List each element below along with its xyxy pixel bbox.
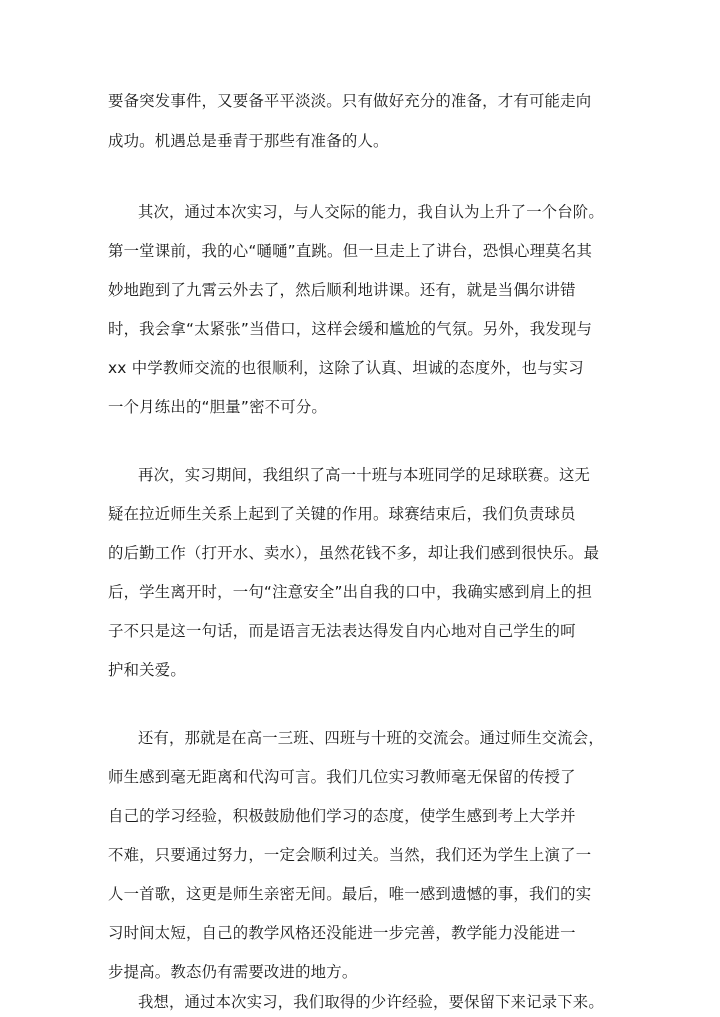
- line-text: 我想，通过本次实习，我们取得的少许经验，要保留下来记录下来。: [138, 993, 604, 1011]
- line-text: 步提高。教态仍有需要改进的地方。: [108, 963, 358, 981]
- line-text: 护和关爱。: [108, 661, 186, 679]
- line-text: 妙地跑到了九霄云外去了，然后顺利地讲课。还有，就是当偶尔讲错: [108, 281, 576, 299]
- line-text: 时，我会拿“太紧张”当借口，这样会缓和尴尬的气氛。另外，我发现与: [108, 320, 593, 338]
- line-text: 一个月练出的“胆量”密不可分。: [108, 398, 328, 416]
- line-text: 成功。机遇总是垂青于那些有准备的人。: [108, 132, 389, 150]
- line-text: 的后勤工作（打开水、卖水），虽然花钱不多，却让我们感到很快乐。最: [108, 544, 600, 562]
- line-text: 不难，只要通过努力，一定会顺利过关。当然，我们还为学生上演了一: [108, 846, 592, 864]
- line-text: 子不只是这一句话，而是语言无法表达得发自内心地对自己学生的呵: [108, 622, 576, 640]
- line-text: 师生感到毫无距离和代沟可言。我们几位实习教师毫无保留的传授了: [108, 768, 576, 786]
- line-text: 再次，实习期间，我组织了高一十班与本班同学的足球联赛。这无: [138, 466, 591, 484]
- line-text: 自己的学习经验，积极鼓励他们学习的态度，使学生感到考上大学并: [108, 807, 576, 825]
- line-text: 第一堂课前，我的心“嗵嗵”直跳。但一旦走上了讲台，恐惧心理莫名其: [108, 242, 593, 260]
- line-text: 还有，那就是在高一三班、四班与十班的交流会。通过师生交流会，: [138, 729, 604, 747]
- line-text: 人一首歌，这更是师生亲密无间。最后，唯一感到遗憾的事，我们的实: [108, 885, 592, 903]
- line-text: 其次，通过本次实习，与人交际的能力，我自认为上升了一个台阶。: [138, 203, 604, 221]
- line-text: 要备突发事件，又要备平平淡淡。只有做好充分的准备，才有可能走向: [108, 92, 592, 110]
- line-text: 习时间太短，自己的教学风格还没能进一步完善，教学能力没能进一: [108, 924, 576, 942]
- line-text: xx 中学教师交流的也很顺利，这除了认真、坦诚的态度外，也与实习: [108, 359, 584, 377]
- line-text: 后，学生离开时，一句“注意安全”出自我的口中，我确实感到肩上的担: [108, 583, 593, 601]
- line-text: 疑在拉近师生关系上起到了关键的作用。球赛结束后，我们负责球员: [108, 505, 576, 523]
